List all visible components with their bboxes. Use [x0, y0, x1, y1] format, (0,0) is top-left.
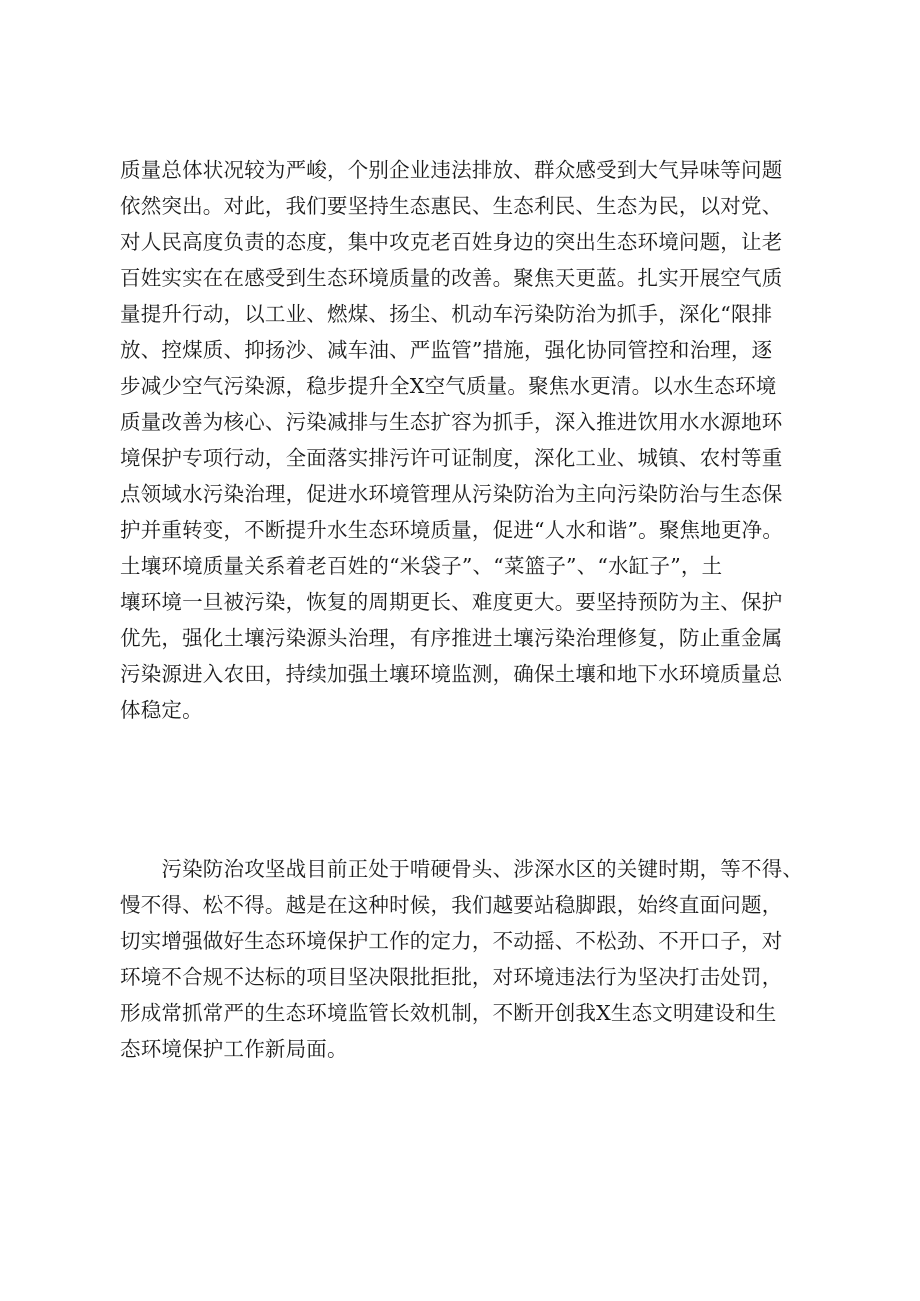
- text-line: 境保护专项行动，全面落实排污许可证制度，深化工业、城镇、农村等重: [120, 446, 783, 470]
- text-line: 环境不合规不达标的项目坚决限批拒批，对环境违法行为坚决打击处罚，: [120, 965, 783, 989]
- text-line: 污染防治攻坚战目前正处于啃硬骨头、涉深水区的关键时期，等不得、: [120, 857, 804, 881]
- text-line: 质量总体状况较为严峻，个别企业违法排放、群众感受到大气异味等问题: [120, 158, 783, 182]
- text-line: 慢不得、松不得。越是在这种时候，我们越要站稳脚跟，始终直面问题，: [120, 893, 783, 917]
- text-line: 放、控煤质、抑扬沙、减车油、严监管”措施，强化协同管控和治理，逐: [120, 338, 773, 362]
- text-line: 土壤环境质量关系着老百姓的“米袋子”、“菜篮子”、“水缸子”，土: [120, 554, 723, 578]
- text-line: 质量改善为核心、污染减排与生态扩容为抓手，深入推进饮用水水源地环: [120, 410, 783, 434]
- text-line: 污染源进入农田，持续加强土壤环境监测，确保土壤和地下水环境质量总: [120, 662, 783, 686]
- text-line: 态环境保护工作新局面。: [120, 1037, 348, 1061]
- text-line: 依然突出。对此，我们要坚持生态惠民、生态利民、生态为民，以对党、: [120, 194, 783, 218]
- text-line: 体稳定。: [120, 698, 203, 722]
- text-line: 壤环境一旦被污染，恢复的周期更长、难度更大。要坚持预防为主、保护: [120, 590, 783, 614]
- text-line: 形成常抓常严的生态环境监管长效机制，不断开创我X生态文明建设和生: [120, 1001, 777, 1025]
- body-paragraph-1: [120, 152, 820, 728]
- text-line: 百姓实实在在感受到生态环境质量的改善。聚焦天更蓝。扎实开展空气质: [120, 266, 783, 290]
- text-line: 步减少空气污染源，稳步提升全X空气质量。聚焦水更清。以水生态环境: [120, 374, 777, 398]
- text-line: 对人民高度负责的态度，集中攻克老百姓身边的突出生态环境问题，让老: [120, 230, 783, 254]
- text-line: 切实增强做好生态环境保护工作的定力，不动摇、不松劲、不开口子，对: [120, 929, 783, 953]
- body-paragraph-2: [120, 851, 820, 1067]
- text-line: 护并重转变，不断提升水生态环境质量，促进“人水和谐”。聚焦地更净。: [120, 518, 784, 542]
- text-line: 点领域水污染治理，促进水环境管理从污染防治为主向污染防治与生态保: [120, 482, 783, 506]
- text-line: 优先，强化土壤污染源头治理，有序推进土壤污染治理修复，防止重金属: [120, 626, 783, 650]
- text-line: 量提升行动，以工业、燃煤、扬尘、机动车污染防治为抓手，深化“限排: [120, 302, 773, 326]
